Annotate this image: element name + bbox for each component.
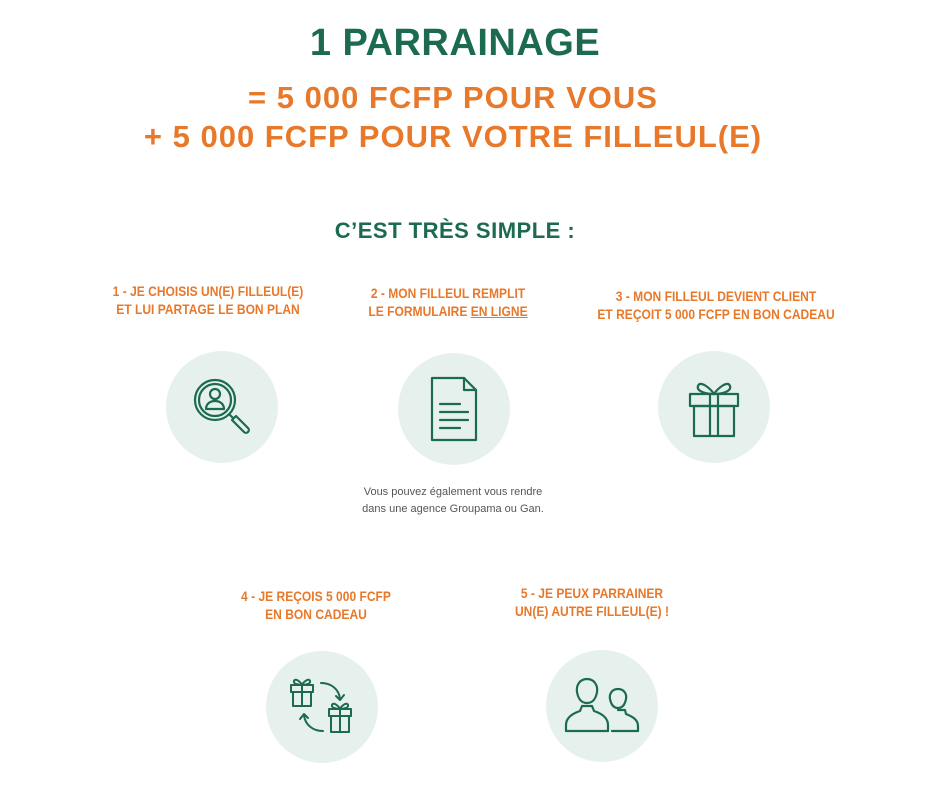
step-2-title <box>345 284 551 320</box>
step-4-line2: EN BON CADEAU <box>265 606 367 622</box>
step-4 <box>196 587 436 623</box>
step-1-icon-circle <box>166 351 278 463</box>
step-2-icon-circle <box>398 353 510 465</box>
section-subtitle: C’EST TRÈS SIMPLE : <box>334 218 576 243</box>
step-4-line1: 4 - JE REÇOIS 5 000 FCFP <box>241 588 391 604</box>
step-1-title <box>105 282 311 318</box>
step-2 <box>328 284 568 320</box>
step-1-line2: ET LUI PARTAGE LE BON PLAN <box>116 301 300 317</box>
step-3-line1: 3 - MON FILLEUL DEVIENT CLIENT <box>615 288 817 304</box>
step-5-title <box>489 584 695 620</box>
step-5-line2: UN(E) AUTRE FILLEUL(E) ! <box>514 603 670 619</box>
step-1 <box>88 282 328 318</box>
gift-icon <box>684 374 744 440</box>
page-title: 1 PARRAINAGE <box>309 22 601 64</box>
step-5-icon-circle <box>546 650 658 762</box>
step-4-icon-circle <box>266 651 378 763</box>
search-user-icon <box>187 372 257 442</box>
reward-sponsor-line: = 5 000 FCFP POUR VOUS <box>248 80 658 115</box>
step-2-line1: 2 - MON FILLEUL REMPLIT <box>370 285 526 301</box>
step-5-line1: 5 - JE PEUX PARRAINER <box>520 585 664 601</box>
agency-note: Vous pouvez également vous rendre dans une agence Groupama ou Gan. <box>362 486 544 515</box>
step-3-icon-circle <box>658 351 770 463</box>
document-icon <box>424 374 484 444</box>
users-icon <box>562 675 642 737</box>
step-3-title <box>596 287 837 323</box>
step-4-title <box>213 587 419 623</box>
step-3-line2: ET REÇOIT 5 000 FCFP EN BON CADEAU <box>597 306 835 322</box>
step-2-line2-text: LE FORMULAIRE <box>368 303 471 319</box>
step-1-line1: 1 - JE CHOISIS UN(E) FILLEUL(E) <box>112 283 304 299</box>
reward-godchild-line: + 5 000 FCFP POUR VOTRE FILLEUL(E) <box>143 119 763 154</box>
online-form-link[interactable]: EN LIGNE <box>470 303 528 319</box>
step-3 <box>576 287 856 323</box>
step-2-line2 <box>345 302 551 320</box>
step-5 <box>472 584 712 620</box>
gift-exchange-icon <box>287 675 357 739</box>
